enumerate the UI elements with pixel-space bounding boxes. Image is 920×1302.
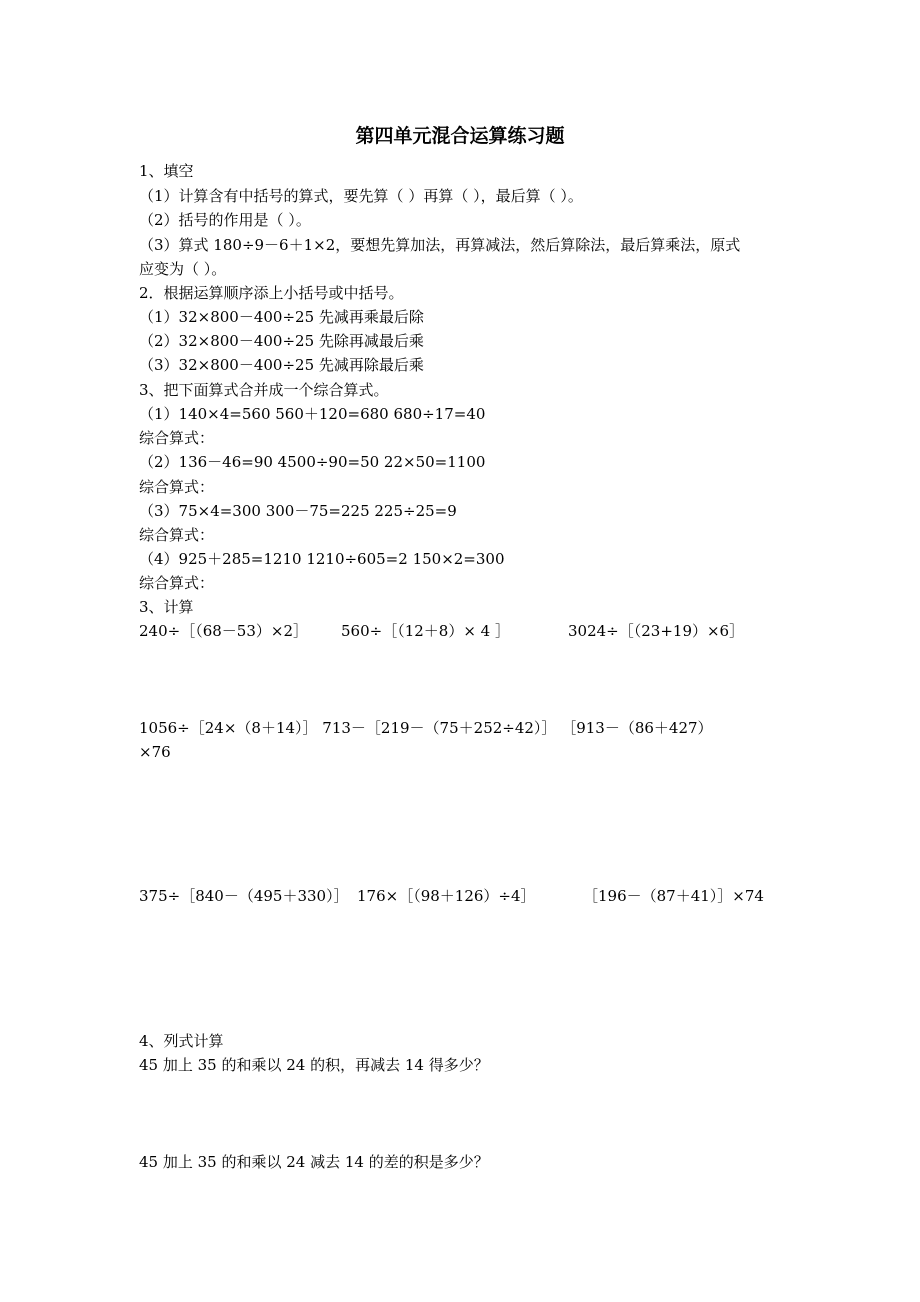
combine-question-4: （4）925＋285=1210 1210÷605=2 150×2=300 bbox=[139, 550, 505, 568]
calc-expression-row-2-continued: ×76 bbox=[139, 743, 171, 761]
page-title: 第四单元混合运算练习题 bbox=[355, 125, 565, 147]
fill-blank-question-3-continued: 应变为（ ）。 bbox=[139, 260, 227, 278]
calc-expression-8: 176×［（98＋126）÷4］ bbox=[357, 887, 536, 905]
section-2-heading: 2．根据运算顺序添上小括号或中括号。 bbox=[139, 284, 404, 302]
combine-question-3: （3）75×4=300 300－75=225 225÷25=9 bbox=[139, 502, 457, 520]
bracket-question-1: （1）32×800－400÷25 先减再乘最后除 bbox=[139, 308, 424, 326]
word-problem-1: 45 加上 35 的和乘以 24 的积，再减去 14 得多少？ bbox=[139, 1056, 489, 1074]
combine-question-1: （1）140×4=560 560＋120=680 680÷17=40 bbox=[139, 405, 486, 423]
bracket-question-3: （3）32×800－400÷25 先减再除最后乘 bbox=[139, 356, 424, 374]
calc-expression-3: 3024÷［（23+19）×6］ bbox=[568, 622, 745, 640]
combined-formula-label-4: 综合算式： bbox=[139, 574, 215, 592]
calc-expression-7: 375÷［840－（495＋330）］ bbox=[139, 887, 349, 905]
combined-formula-label-1: 综合算式： bbox=[139, 429, 215, 447]
section-5-heading: 4、列式计算 bbox=[139, 1032, 224, 1050]
combined-formula-label-2: 综合算式： bbox=[139, 478, 215, 496]
fill-blank-question-1: （1）计算含有中括号的算式，要先算（ ）再算（ ），最后算（ ）。 bbox=[139, 187, 583, 205]
bracket-question-2: （2）32×800－400÷25 先除再减最后乘 bbox=[139, 332, 424, 350]
combine-question-2: （2）136－46=90 4500÷90=50 22×50=1100 bbox=[139, 453, 486, 471]
fill-blank-question-3: （3）算式 180÷9－6＋1×2，要想先算加法，再算减法，然后算除法，最后算乘法，原式 bbox=[139, 236, 741, 254]
word-problem-2: 45 加上 35 的和乘以 24 减去 14 的差的积是多少？ bbox=[139, 1153, 489, 1171]
fill-blank-question-2: （2）括号的作用是（ ）。 bbox=[139, 211, 311, 229]
calc-expression-row-2: 1056÷［24×（8＋14）］ 713－［219－（75＋252÷42）］ ［913－（86＋427） bbox=[139, 719, 713, 737]
calc-expression-1: 240÷［（68－53）×2］ bbox=[139, 622, 308, 640]
section-1-heading: 1、填空 bbox=[139, 162, 194, 180]
section-4-heading: 3、计算 bbox=[139, 598, 194, 616]
combined-formula-label-3: 综合算式： bbox=[139, 526, 215, 544]
calc-expression-9: ［196－（87＋41）］×74 bbox=[583, 887, 764, 905]
calc-expression-2: 560÷［（12＋8）× 4 ］ bbox=[341, 622, 510, 640]
section-3-heading: 3、把下面算式合并成一个综合算式。 bbox=[139, 381, 389, 399]
